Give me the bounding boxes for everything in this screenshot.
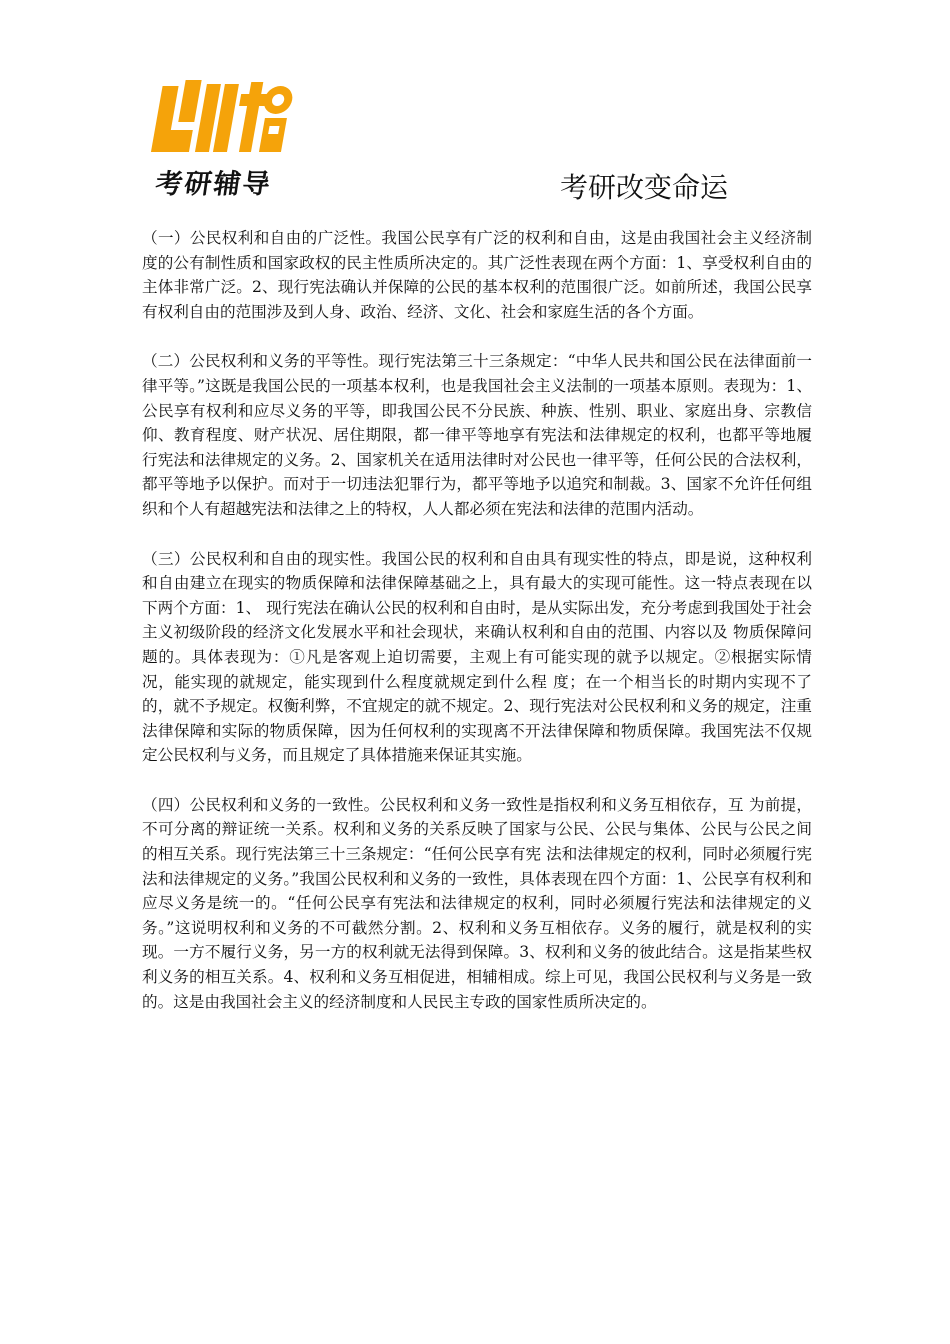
page-header bbox=[0, 0, 950, 210]
document-body bbox=[142, 226, 812, 1039]
paragraph-2: （二）公民权利和义务的平等性。现行宪法第三十三条规定：“中华人民共和国公民在法律面前一律平等。”这既是我国公民的一项基本权利，也是我国社会主义法制的一项基本原则。表现为：1、公民享有权利和应尽义务的平等，即我国公民不分民族、种族、性别、职业、家庭出身、宗教信仰、教育程度、财产状况、居住期限，都一律平等地享有宪法和法律规定的权利，也都平等地履行宪法和法律规定的义务。2、国家机关在适用法律时对公民也一律平等，任何公民的合法权利，都平等地予以保护。而对于一切违法犯罪行为，都平等地予以追究和制裁。3、国家不允许任何组织和个人有超越宪法和法律之上的特权，人人都必须在宪法和法律的范围内活动。 bbox=[142, 352, 812, 518]
brand-logo-mark-icon bbox=[150, 78, 300, 160]
brand-logo bbox=[150, 78, 320, 198]
paragraph-4: （四）公民权利和义务的一致性。公民权利和义务一致性是指权利和义务互相依存，互 为前提，不可分离的辩证统一关系。权利和义务的关系反映了国家与公民、公民与集体、公民与公民之间的相互关系。现行宪法第三十三条规定：“任何公民享有宪 法和法律规定的权利，同时必须履行宪法和法律规定的义务。”我国公民权利和义务的一致性，具体表现在四个方面：1、公民享有权利和应尽义务是统一的。“任何公民享有宪法和法律规定的权利，同时必须履行宪法和法律规定的义务。”这说明权利和义务的不可截然分割。2、权利和义务互相依存。义务的履行，就是权利的实现。一方不履行义务，另一方的权利就无法得到保障。3、权利和义务的彼此结合。这是指某些权利义务的相互关系。4、权利和义务互相促进，相辅相成。综上可见，我国公民权利与义务是一致的。这是由我国社会主义的经济制度和人民民主专政的国家性质所决定的。 bbox=[142, 795, 812, 1011]
logo-caption: 考研辅导 bbox=[153, 169, 274, 200]
paragraph-3: （三）公民权利和自由的现实性。我国公民的权利和自由具有现实性的特点，即是说，这种权利和自由建立在现实的物质保障和法律保障基础之上，具有最大的实现可能性。这一特点表现在以下两个方面：1、 现行宪法在确认公民的权利和自由时，是从实际出发，充分考虑到我国处于社会主义初级阶段的经济文化发展水平和社会现状，来确认权利和自由的范围、内容以及 物质保障问题的。具体表现为：①凡是客观上迫切需要，主观上有可能实现的就予以规定。②根据实际情况，能实现的就规定，能实现到什么程度就规定到什么程 度；在一个相当长的时期内实现不了的，就不予规定。权衡利弊，不宜规定的就不规定。2、现行宪法对公民权利和义务的规定，注重法律保障和实际的物质保障，因为任何权利的实现离不开法律保障和物质保障。我国宪法不仅规定公民权利与义务，而且规定了具体措施来保证其实施。 bbox=[142, 549, 812, 765]
paragraph-1: （一）公民权利和自由的广泛性。我国公民享有广泛的权利和自由，这是由我国社会主义经济制度的公有制性质和国家政权的民主性质所决定的。其广泛性表现在两个方面：1、享受权利自由的主体非常广泛。2、现行宪法确认并保障的公民的基本权利的范围很广泛。如前所述，我国公民享有权利自由的范围涉及到人身、政治、经济、文化、社会和家庭生活的各个方面。 bbox=[142, 229, 812, 321]
slogan: 考研改变命运 bbox=[560, 171, 729, 204]
